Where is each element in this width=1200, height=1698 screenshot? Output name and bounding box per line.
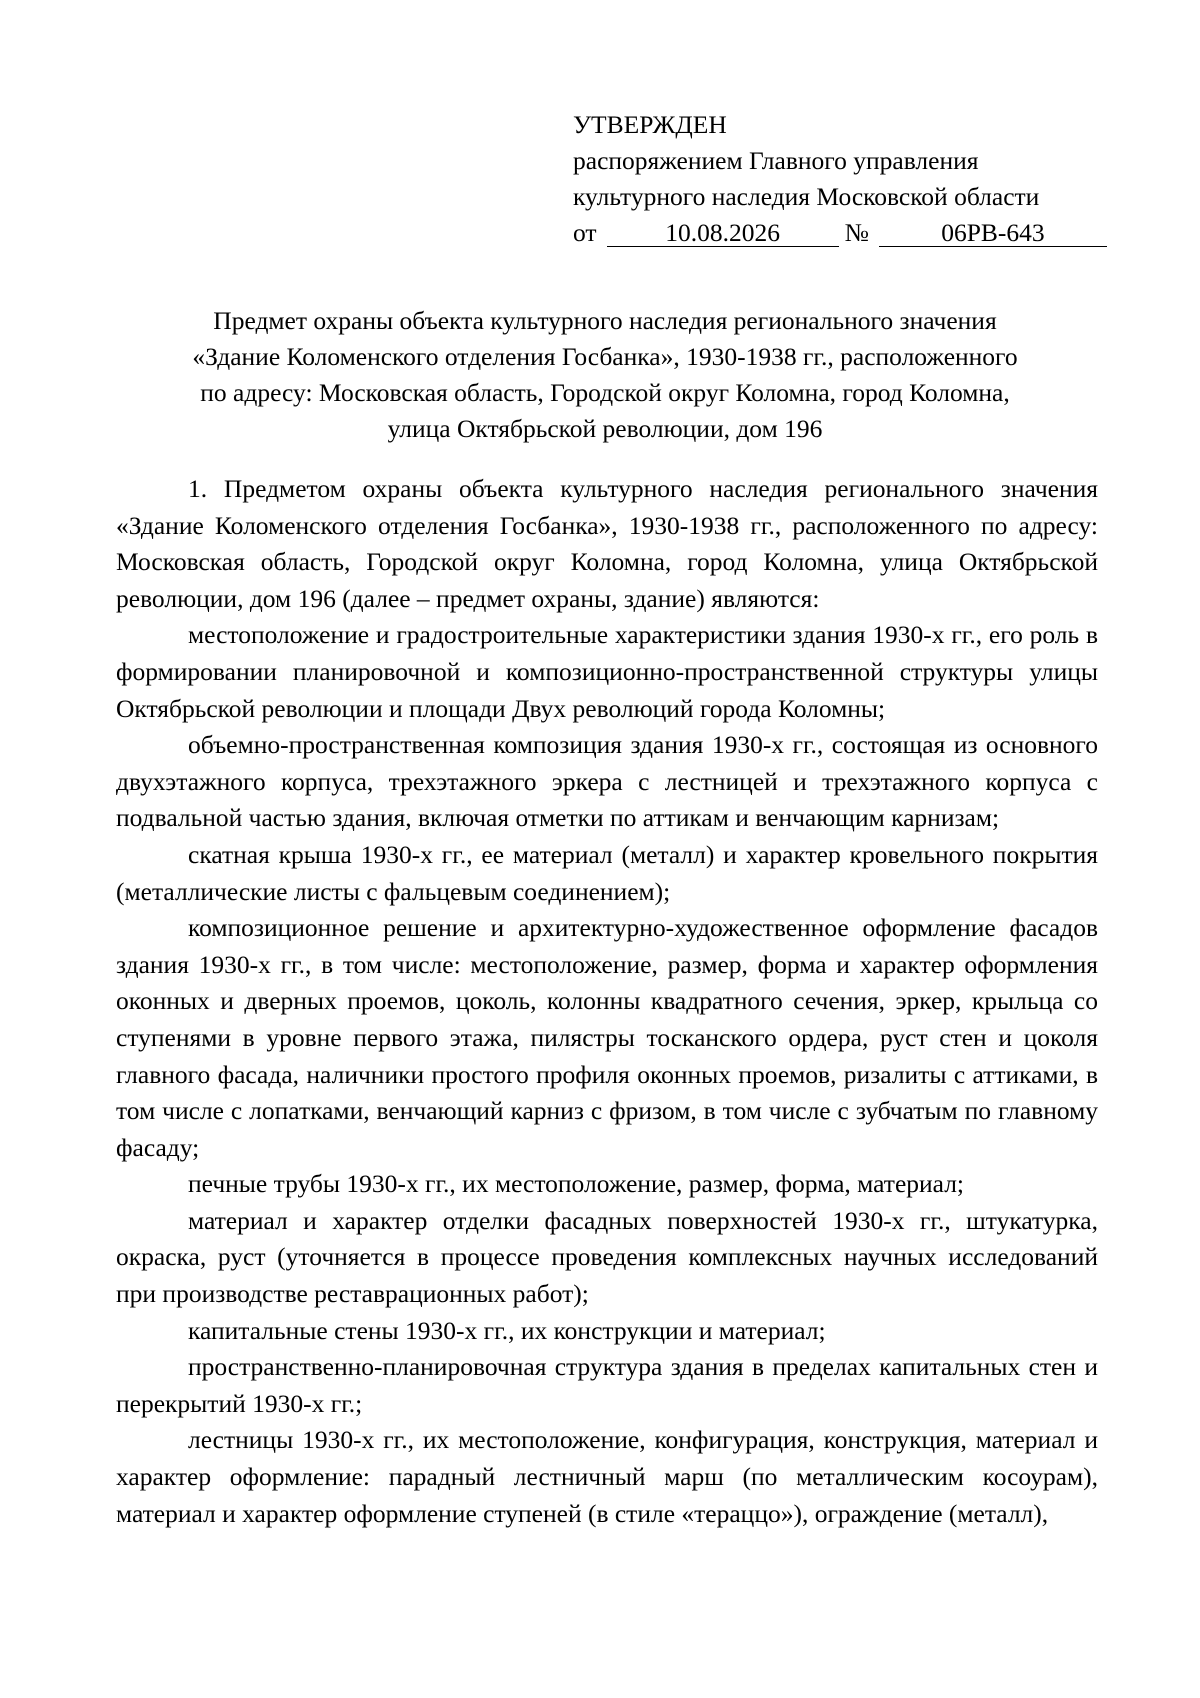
paragraph-location: местоположение и градостроительные характеристики здания 1930-х гг., его роль в формировании планировочной и композиционно-пространственной структуры улицы Октябрьской революции и площади Двух революций города Коломны; <box>116 620 1098 723</box>
approval-heading: УТВЕРЖДЕН <box>573 110 727 139</box>
approval-date: 10.08.2026 <box>607 220 839 247</box>
paragraph-intro: 1. Предметом охраны объекта культурного наследия регионального значения «Здание Коломенского отделения Госбанка», 1930-1938 гг., расположенного по адресу: Московская область, Городской округ Коломна, город Коломна, улица Октябрьской революции, дом 196 (далее – предмет охраны, здание) являются: <box>116 474 1098 613</box>
number-sign: № <box>844 218 869 247</box>
approval-date-line <box>573 215 1113 251</box>
title-line-3: по адресу: Московская область, Городской округ Коломна, город Коломна, <box>200 378 1010 407</box>
paragraph-facades: композиционное решение и архитектурно-художественное оформление фасадов здания 1930-х гг., в том числе: местоположение, размер, форма и характер оформления оконных и дверных проемов, цоколь, колонны квадратного сечения, эркер, крыльца со ступенями в уровне первого этажа, пилястры тосканского ордера, руст стен и цоколя главного фасада, наличники простого профиля оконных проемов, ризалиты с аттиками, в том числе с лопатками, венчающий карниз с фризом, в том числе с зубчатым по главному фасаду; <box>116 913 1098 1162</box>
document-body <box>116 471 1098 1532</box>
approval-stamp <box>573 107 1113 251</box>
title-line-4: улица Октябрьской революции, дом 196 <box>387 414 823 443</box>
approval-number: 06РВ-643 <box>879 220 1107 247</box>
paragraph-planning: пространственно-планировочная структура здания в пределах капитальных стен и перекрытий 1930-х гг.; <box>116 1352 1098 1418</box>
paragraph-chimneys: печные трубы 1930-х гг., их местоположение, размер, форма, материал; <box>188 1169 965 1199</box>
paragraph-volume-composition: объемно-пространственная композиция здания 1930-х гг., состоящая из основного двухэтажного корпуса, трехэтажного эркера с лестницей и трехэтажного корпуса с подвальной частью здания, включая отметки по аттикам и венчающим карнизам; <box>116 730 1098 833</box>
paragraph-roof: скатная крыша 1930-х гг., ее материал (металл) и характер кровельного покрытия (металлические листы с фальцевым соединением); <box>116 839 1098 906</box>
document-title <box>110 303 1100 447</box>
paragraph-finishing: материал и характер отделки фасадных поверхностей 1930-х гг., штукатурка, окраска, руст (уточняется в процессе проведения комплексных научных исследований при производстве реставрационных работ); <box>116 1205 1098 1309</box>
title-line-2: «Здание Коломенского отделения Госбанка», 1930-1938 гг., расположенного <box>192 342 1018 371</box>
approval-line-1: распоряжением Главного управления <box>573 146 979 175</box>
paragraph-walls: капитальные стены 1930-х гг., их конструкции и материал; <box>188 1315 826 1345</box>
paragraph-stairs: лестницы 1930-х гг., их местоположение, конфигурация, конструкция, материал и характер оформление: парадный лестничный марш (по металлическим косоурам), материал и характер оформление ступеней (в стиле «тераццо»), ограждение (металл), <box>116 1425 1098 1528</box>
from-label: от <box>573 218 597 247</box>
title-line-1: Предмет охраны объекта культурного наследия регионального значения <box>213 306 997 335</box>
approval-line-2: культурного наследия Московской области <box>573 182 1040 211</box>
